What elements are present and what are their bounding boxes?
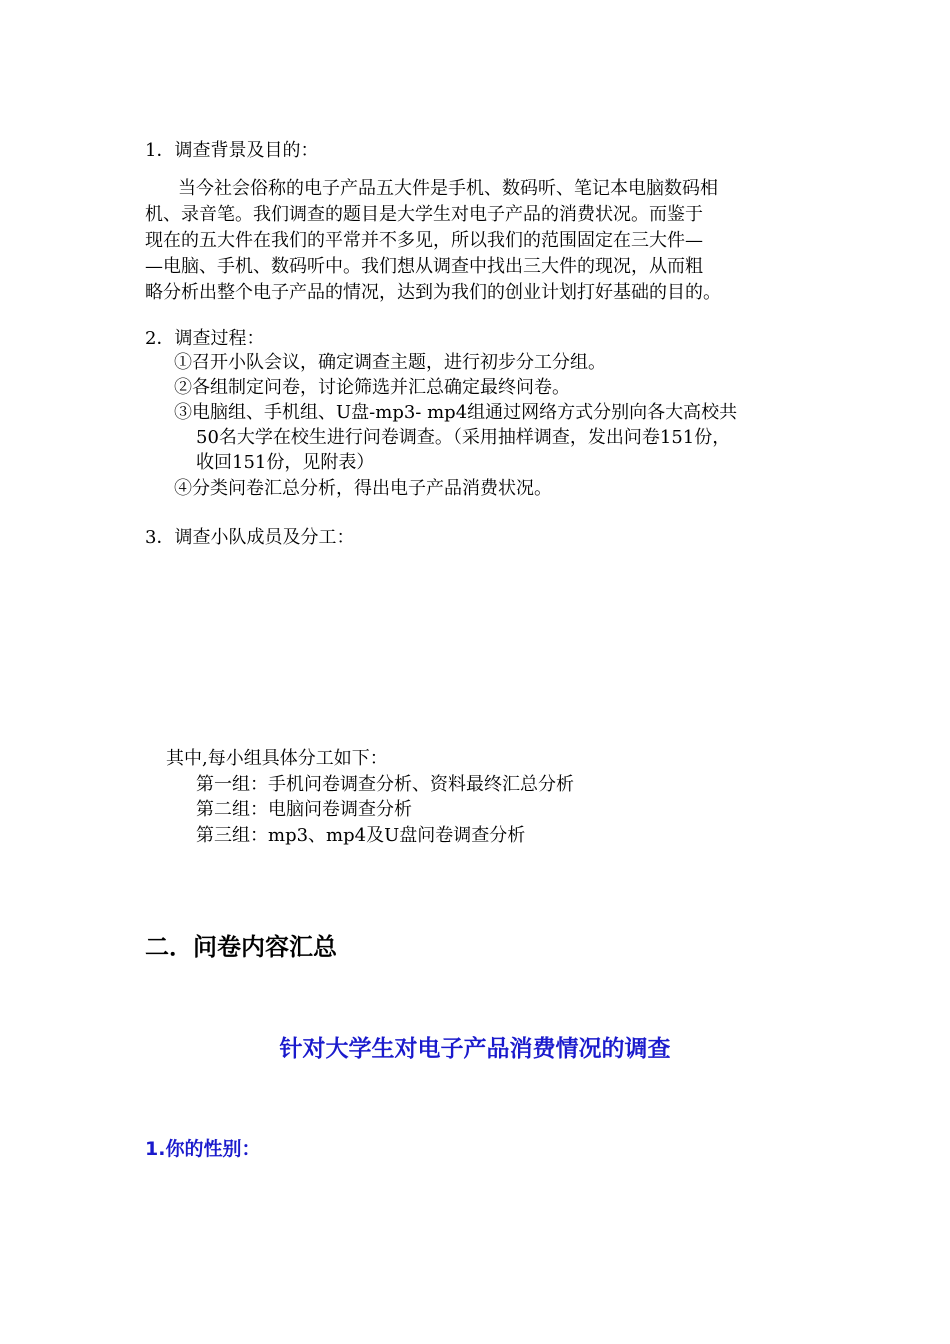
list-item: ④分类问卷汇总分析，得出电子产品消费状况。 [174,478,552,499]
list-item: ①召开小队会议，确定调查主题，进行初步分工分组。 [174,352,606,373]
paragraph-line: —电脑、手机、数码听中。我们想从调查中找出三大件的现况，从而粗 [145,256,703,277]
part2-heading: 二．问卷内容汇总 [145,933,337,961]
section3-heading: 3．调查小队成员及分工： [145,527,355,548]
question-1-label: 1.你的性别： [145,1138,261,1160]
list-item: 第三组：mp3、mp4及U盘问卷调查分析 [196,825,526,846]
survey-title: 针对大学生对电子产品消费情况的调查 [279,1036,671,1062]
list-item: ②各组制定问卷，讨论筛选并汇总确定最终问卷。 [174,377,570,398]
list-item: ③电脑组、手机组、U盘-mp3- mp4组通过网络方式分别向各大高校共 [174,402,738,423]
section2-heading: 2．调查过程： [145,328,265,349]
paragraph-line: 略分析出整个电子产品的情况，达到为我们的创业计划打好基础的目的。 [145,282,721,303]
section1-heading: 1．调查背景及目的： [145,140,319,161]
group-intro: 其中,每小组具体分工如下： [166,748,388,769]
list-item-continuation: 50名大学在校生进行问卷调查。（采用抽样调查，发出问卷151份， [196,427,731,448]
list-item: 第二组：电脑问卷调查分析 [196,799,412,820]
list-item-continuation: 收回151份，见附表） [196,452,375,473]
paragraph-line: 现在的五大件在我们的平常并不多见，所以我们的范围固定在三大件— [145,230,703,251]
paragraph-line: 机、录音笔。我们调查的题目是大学生对电子产品的消费状况。而鉴于 [145,204,703,225]
list-item: 第一组：手机问卷调查分析、资料最终汇总分析 [196,774,574,795]
paragraph-line: 当今社会俗称的电子产品五大件是手机、数码听、笔记本电脑数码相 [178,178,718,199]
